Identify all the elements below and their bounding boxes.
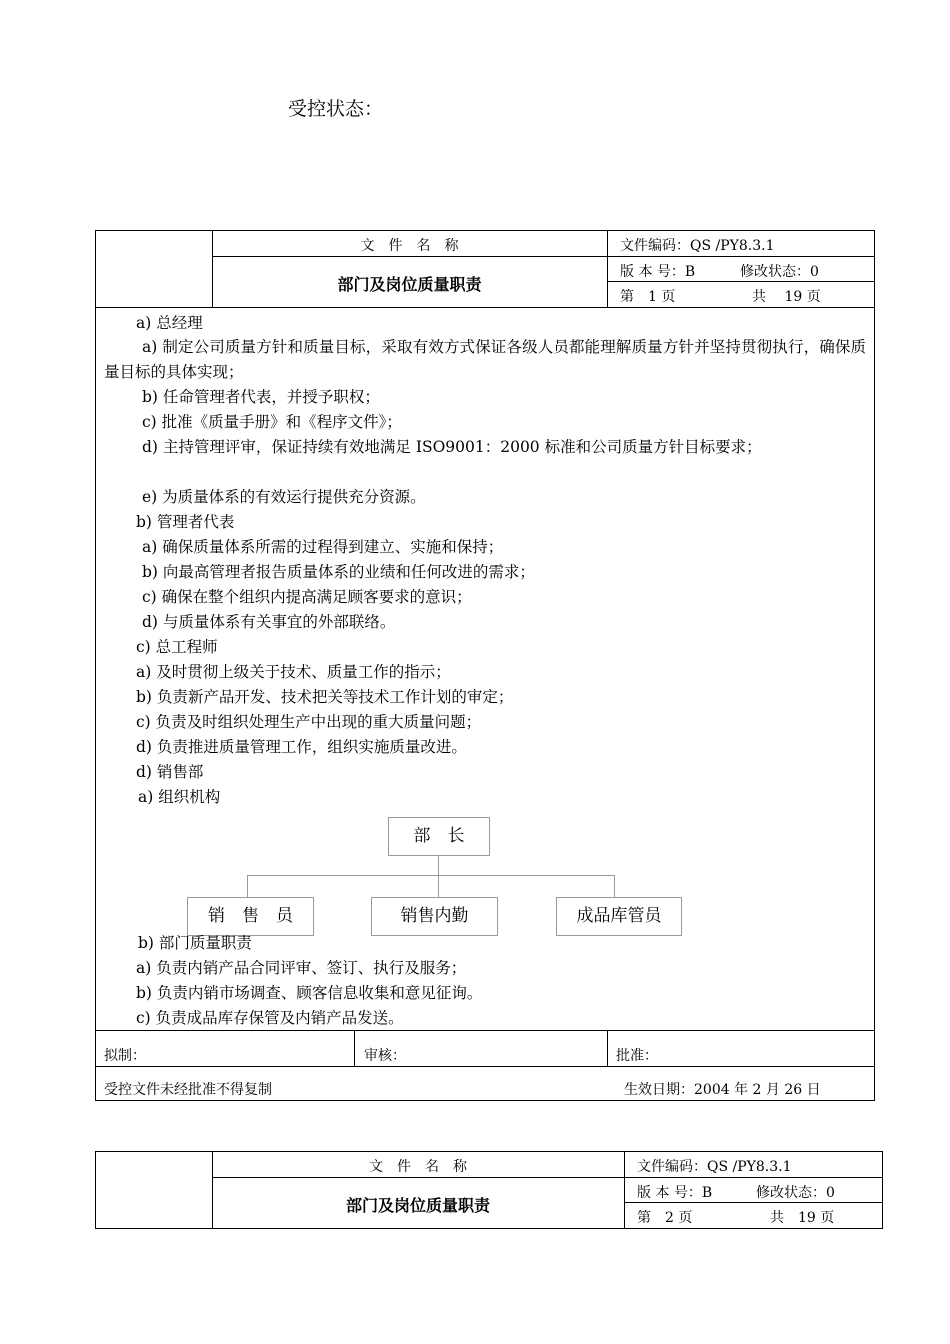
header-divider	[212, 1177, 883, 1178]
page-number: 第 2 页	[637, 1210, 693, 1226]
list-item: a) 制定公司质量方针和质量目标，采取有效方式保证各级人员都能理解质量方针并坚持贯彻执行，确保质量目标的具体实现；	[104, 338, 866, 381]
section-heading: b) 管理者代表	[136, 513, 235, 531]
effective-date: 生效日期：2004 年 2 月 26 日	[624, 1082, 821, 1098]
version-label: 版 本 号：B	[620, 264, 696, 280]
org-node-warehouse-keeper: 成品库管员	[556, 897, 682, 936]
org-connector	[438, 875, 439, 898]
sub-heading: b) 部门质量职责	[138, 934, 252, 952]
revision-label: 修改状态：0	[756, 1185, 835, 1201]
signoff-top-border	[95, 1030, 875, 1031]
list-item: d) 负责推进质量管理工作，组织实施质量改进。	[136, 738, 467, 756]
header-divider	[607, 230, 608, 307]
version-label: 版 本 号：B	[637, 1185, 713, 1201]
reviewed-by-label: 审核：	[364, 1048, 406, 1064]
header-divider	[212, 256, 875, 257]
control-notice: 受控文件未经批准不得复制	[104, 1082, 272, 1098]
header-divider	[607, 281, 875, 282]
revision-label: 修改状态：0	[740, 264, 819, 280]
drafted-by-label: 拟制：	[104, 1048, 146, 1064]
section-heading: c) 总工程师	[136, 638, 218, 656]
list-item: a) 及时贯彻上级关于技术、质量工作的指示；	[136, 663, 451, 681]
section-heading: d) 销售部	[136, 763, 204, 781]
org-connector	[247, 875, 615, 876]
list-item: d) 主持管理评审，保证持续有效地满足 ISO9001：2000 标准和公司质量方针目标要求；	[142, 438, 762, 456]
doc-title: 部门及岗位质量职责	[345, 1196, 490, 1215]
list-item: a) 负责内销产品合同评审、签订、执行及服务；	[136, 959, 467, 977]
list-item: c) 负责成品库存保管及内销产品发送。	[136, 1009, 404, 1027]
list-item: b) 向最高管理者报告质量体系的业绩和任何改进的需求；	[142, 563, 535, 581]
page-total: 共 19 页	[770, 1210, 835, 1226]
doc-title: 部门及岗位质量职责	[337, 275, 482, 294]
org-connector	[438, 856, 439, 876]
file-name-label: 文 件 名 称	[369, 1159, 467, 1175]
list-item: c) 负责及时组织处理生产中出现的重大质量问题；	[136, 713, 482, 731]
signoff-divider	[607, 1030, 608, 1066]
list-item: d) 与质量体系有关事宜的外部联络。	[142, 613, 396, 631]
header-divider	[624, 1151, 625, 1229]
list-item: b) 任命管理者代表，并授予职权；	[142, 388, 380, 406]
file-name-label: 文 件 名 称	[360, 238, 459, 254]
doc-code: 文件编码：QS /PY8.3.1	[637, 1159, 792, 1175]
approved-by-label: 批准：	[616, 1048, 658, 1064]
list-item: b) 负责新产品开发、技术把关等技术工作计划的审定；	[136, 688, 514, 706]
control-status-label: 受控状态：	[288, 98, 384, 120]
sub-heading: a) 组织机构	[138, 788, 221, 806]
org-node-sales-rep: 销 售 员	[187, 897, 314, 936]
header-divider	[624, 1202, 883, 1203]
page-number: 第 1 页	[620, 289, 676, 305]
list-item: c) 确保在整个组织内提高满足顾客要求的意识；	[142, 588, 472, 606]
header-bottom-border	[95, 307, 875, 308]
list-item: a) 确保质量体系所需的过程得到建立、实施和保持；	[142, 538, 504, 556]
list-item: e) 为质量体系的有效运行提供充分资源。	[142, 488, 426, 506]
org-connector	[614, 875, 615, 898]
org-node-sales-clerk: 销售内勤	[371, 897, 498, 936]
section-heading: a) 总经理	[136, 314, 203, 332]
page-total: 共 19 页	[752, 289, 821, 305]
list-item: c) 批准《质量手册》和《程序文件》；	[142, 413, 402, 431]
list-item: b) 负责内销市场调查、顾客信息收集和意见征询。	[136, 984, 483, 1002]
signoff-divider	[354, 1030, 355, 1066]
signoff-bottom-border	[95, 1066, 875, 1067]
org-node-head: 部 长	[388, 817, 490, 856]
doc-code: 文件编码：QS /PY8.3.1	[620, 238, 775, 254]
org-connector	[247, 875, 248, 898]
